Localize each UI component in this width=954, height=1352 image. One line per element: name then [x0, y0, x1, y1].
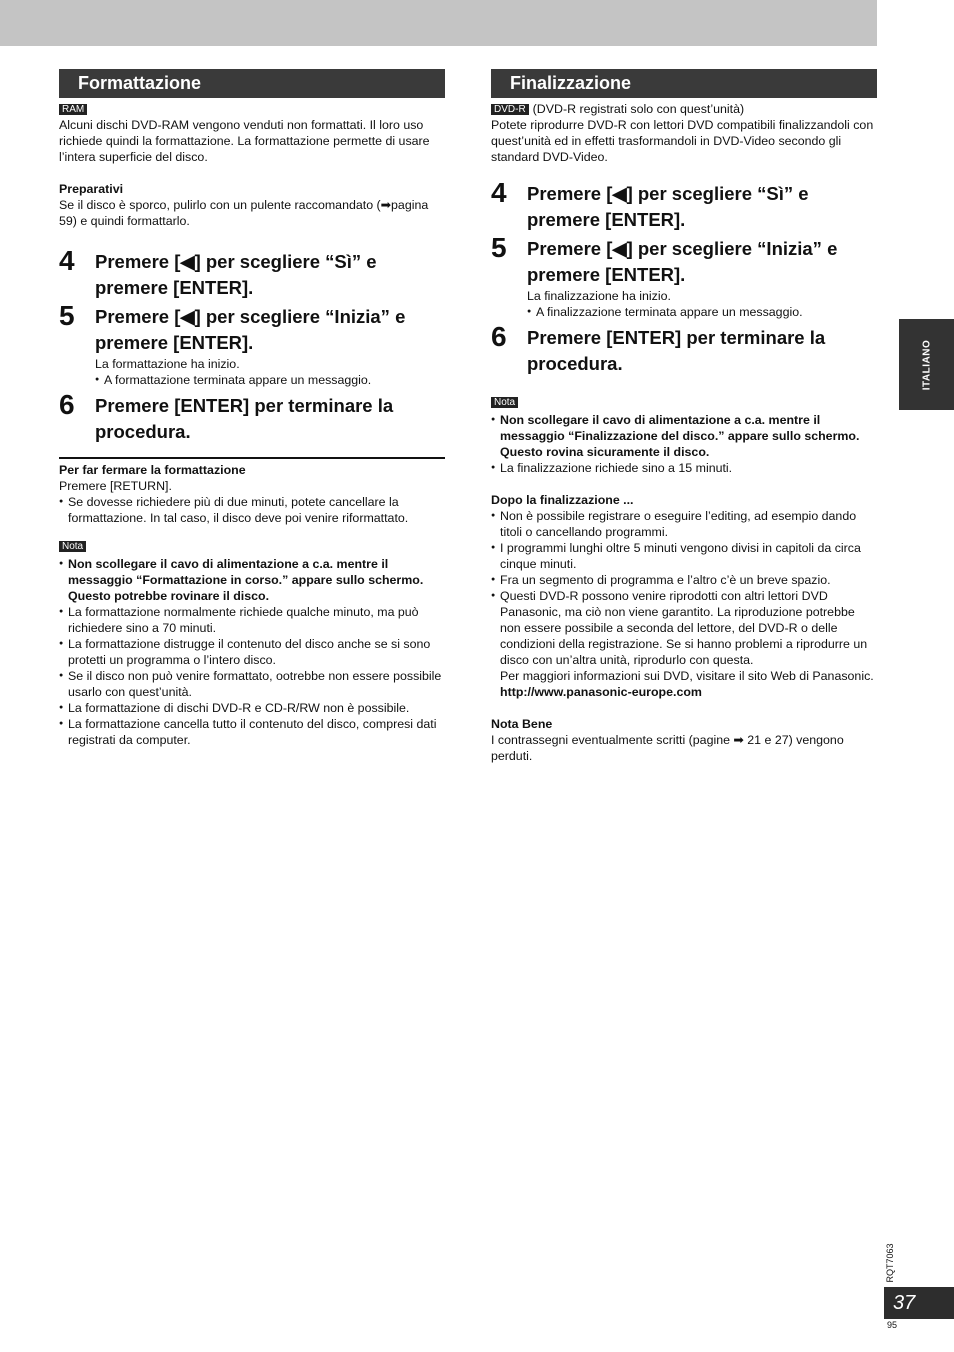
top-banner	[0, 0, 877, 46]
list-item: ● La finalizzazione richiede sino a 15 minuti.	[491, 460, 877, 476]
doc-code	[875, 1240, 905, 1285]
list-item: ● I programmi lunghi oltre 5 minuti vengono divisi in capitoli da circa cinque minuti.	[491, 540, 877, 572]
step-number: 6	[59, 389, 75, 420]
nota-bene-text: I contrassegni eventualmente scritti (pagine ➡ 21 e 27) vengono perduti.	[491, 733, 844, 763]
prep-title: Preparativi	[59, 182, 124, 196]
step-text: Premere [◀] per scegliere “Sì” e premere [ENTER].	[95, 251, 377, 298]
after-title: Dopo la finalizzazione ...	[491, 493, 634, 507]
list-item: ● Fra un segmento di programma e l’altro c’è un breve spazio.	[491, 572, 877, 588]
list-item: ● La formattazione normalmente richiede qualche minuto, ma può richiedere sino a 70 minuti.	[59, 604, 445, 636]
step-4	[59, 245, 445, 301]
step-number: 4	[59, 245, 75, 276]
step-text: Premere [ENTER] per terminare la procedura.	[95, 395, 394, 442]
after-list	[491, 508, 877, 668]
step-bullet: ● A formattazione terminata appare un messaggio.	[95, 372, 445, 388]
list-item: ● Non è possibile registrare o eseguire l’editing, ad esempio dando titoli o cancellando programmi.	[491, 508, 877, 540]
disc-type-badge: RAM	[59, 104, 87, 115]
intro-text: Alcuni dischi DVD-RAM vengono venduti non formattati. Il loro uso richiede quindi la formattazione. La formattazione permette di usare l’intera superficie del disco.	[59, 118, 430, 164]
step-subtext: La finalizzazione ha inizio.	[527, 289, 671, 303]
step-number: 6	[491, 321, 507, 352]
list-item: ● Se il disco non può venire formattato, ootrebbe non essere possibile usarlo con quest’unità.	[59, 668, 445, 700]
intro-text: Potete riprodurre DVD-R con lettori DVD compatibili finalizzandoli con quest’unità ed in effetti trasformandoli in DVD-Video secondo gli standard DVD-Video.	[491, 118, 874, 164]
stop-text: Premere [RETURN].	[59, 479, 172, 493]
stop-bullet: ● Se dovesse richiedere più di due minuti, potete cancellare la formattazione. In tal caso, il disco deve poi venire riformattato.	[59, 494, 445, 526]
step-6	[59, 389, 445, 445]
step-subtext: La formattazione ha inizio.	[95, 357, 240, 371]
step-bullet: ● A finalizzazione terminata appare un messaggio.	[527, 304, 877, 320]
formatting-section	[59, 69, 445, 748]
step-number: 4	[491, 177, 507, 208]
section-heading: Formattazione	[59, 69, 445, 98]
notes-list	[59, 556, 445, 748]
stop-title: Per far fermare la formattazione	[59, 463, 246, 477]
notes-list	[491, 412, 877, 476]
list-item: ● La formattazione cancella tutto il contenuto del disco, compresi dati registrati da computer.	[59, 716, 445, 748]
page-number: 37	[884, 1287, 954, 1319]
step-text: Premere [◀] per scegliere “Inizia” e premere [ENTER].	[527, 238, 838, 285]
prep-text: Se il disco è sporco, pulirlo con un pulente raccomandato (➡pagina 59) e quindi formattarlo.	[59, 198, 429, 228]
website-link[interactable]: http://www.panasonic-europe.com	[500, 685, 702, 699]
disc-type-badge: DVD-R	[491, 104, 529, 115]
language-label: ITALIANO	[921, 339, 932, 390]
step-5	[59, 300, 445, 388]
step-text: Premere [ENTER] per terminare la procedura.	[527, 327, 826, 374]
section-heading: Finalizzazione	[491, 69, 877, 98]
nota-badge: Nota	[59, 541, 86, 552]
nota-bene-title: Nota Bene	[491, 717, 553, 731]
list-item: ● Non scollegare il cavo di alimentazione a c.a. mentre il messaggio “Formattazione in corso.” appare sullo schermo. Questo potrebbe rovinare il disco.	[59, 556, 445, 604]
list-item: ● Non scollegare il cavo di alimentazione a c.a. mentre il messaggio “Finalizzazione del disco.” appare sullo schermo. Questo rovina sicuramente il disco.	[491, 412, 877, 460]
list-item: ● La formattazione di dischi DVD-R e CD-R/RW non è possibile.	[59, 700, 445, 716]
step-6	[491, 321, 877, 377]
step-text: Premere [◀] per scegliere “Sì” e premere [ENTER].	[527, 183, 809, 230]
step-4	[491, 177, 877, 233]
doc-code-text: RQT7063	[885, 1242, 895, 1283]
language-tab	[899, 319, 954, 410]
nota-badge: Nota	[491, 397, 518, 408]
after-extra: Per maggiori informazioni sui DVD, visitare il sito Web di Panasonic.	[500, 669, 874, 683]
step-5	[491, 232, 877, 320]
step-text: Premere [◀] per scegliere “Inizia” e premere [ENTER].	[95, 306, 406, 353]
page-sub-number: 95	[887, 1320, 898, 1330]
disc-type-note: (DVD-R registrati solo con quest’unità)	[532, 102, 745, 116]
list-item: ● La formattazione distrugge il contenuto del disco anche se si sono protetti un programma o l’intero disco.	[59, 636, 445, 668]
finalization-section	[491, 69, 877, 764]
list-item: ● Questi DVD-R possono venire riprodotti con altri lettori DVD Panasonic, ma ciò non viene garantito. La riproduzione potrebbe non essere possibile a seconda del lettore, del DVD-R o delle condizioni della registrazione. Se si hanno problemi a riprodurre un disco con un’altra unità, riprodurlo con questa.	[491, 588, 877, 668]
step-number: 5	[491, 232, 507, 263]
step-number: 5	[59, 300, 75, 331]
